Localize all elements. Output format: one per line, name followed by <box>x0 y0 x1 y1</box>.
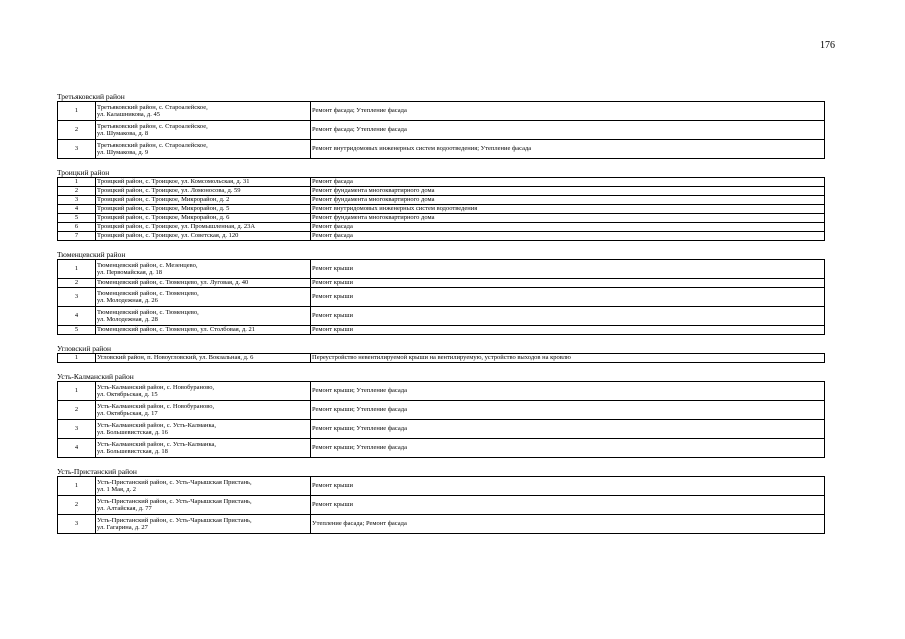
work-type-cell: Утепление фасада; Ремонт фасада <box>311 515 825 534</box>
address-line-1: Усть-Калманский район, с. Новобураново, <box>97 402 215 410</box>
table-row <box>58 121 825 140</box>
address-cell <box>96 382 311 401</box>
address-line-1: Третьяковский район, с. Староалейское, <box>97 103 208 111</box>
address-cell <box>96 401 311 420</box>
district-section <box>57 344 825 363</box>
address-cell <box>96 496 311 515</box>
address-cell <box>96 354 311 363</box>
address-cell <box>96 279 311 288</box>
row-number: 4 <box>58 439 96 458</box>
work-type-cell: Ремонт крыши <box>311 477 825 496</box>
address-cell <box>96 420 311 439</box>
row-number: 5 <box>58 326 96 335</box>
district-name: Троицкий район <box>57 168 110 177</box>
row-number: 7 <box>58 232 96 241</box>
district-table <box>57 381 825 458</box>
work-type-cell: Ремонт фасада <box>311 232 825 241</box>
table-row <box>58 326 825 335</box>
table-row <box>58 496 825 515</box>
address-cell <box>96 307 311 326</box>
row-number: 1 <box>58 354 96 363</box>
row-number: 3 <box>58 515 96 534</box>
table-row <box>58 214 825 223</box>
address-cell <box>96 326 311 335</box>
district-table <box>57 259 825 335</box>
district-section <box>57 372 825 458</box>
address-line-1: Тюменцевский район, с. Мезенцево, <box>97 261 198 269</box>
address-line-1: Усть-Калманский район, с. Новобураново, <box>97 383 215 391</box>
table-row <box>58 205 825 214</box>
row-number: 6 <box>58 223 96 232</box>
work-type-cell: Переустройство невентилируемой крыши на вентилируемую, устройство выходов на кровлю <box>311 354 825 363</box>
page-number: 176 <box>820 40 835 51</box>
row-number: 4 <box>58 205 96 214</box>
address-line-2: ул. Октябрьская, д. 15 <box>97 391 158 398</box>
row-number: 1 <box>58 477 96 496</box>
table-row <box>58 477 825 496</box>
row-number: 1 <box>58 382 96 401</box>
address-line-2: ул. Молодежная, д. 26 <box>97 297 158 304</box>
address-line-1: Тюменцевский район, с. Тюменцево, <box>97 289 199 297</box>
address-cell <box>96 232 311 241</box>
work-type-cell: Ремонт крыши; Утепление фасада <box>311 420 825 439</box>
district-section <box>57 250 825 335</box>
address-line-1: Троицкий район, с. Троицкое, ул. Промышленная, д. 23А <box>97 223 256 231</box>
work-type-cell: Ремонт крыши; Утепление фасада <box>311 382 825 401</box>
address-cell <box>96 515 311 534</box>
address-cell <box>96 477 311 496</box>
address-line-1: Тюменцевский район, с. Тюменцево, <box>97 308 199 316</box>
address-line-1: Третьяковский район, с. Староалейское, <box>97 141 208 149</box>
address-cell <box>96 205 311 214</box>
table-row <box>58 187 825 196</box>
address-line-2: ул. Шумакова, д. 8 <box>97 130 149 137</box>
row-number: 5 <box>58 214 96 223</box>
address-line-2: ул. Гагарина, д. 27 <box>97 524 148 531</box>
work-type-cell: Ремонт фасада; Утепление фасада <box>311 102 825 121</box>
row-number: 1 <box>58 102 96 121</box>
address-line-1: Троицкий район, с. Троицкое, ул. Советская, д. 120 <box>97 232 239 240</box>
table-row <box>58 439 825 458</box>
address-line-2: ул. 1 Мая, д. 2 <box>97 486 137 493</box>
district-name: Усть-Пристанский район <box>57 467 137 476</box>
address-cell <box>96 140 311 159</box>
table-row <box>58 401 825 420</box>
work-type-cell: Ремонт внутридомовых инженерных систем водоотведения; Утепление фасада <box>311 140 825 159</box>
address-cell <box>96 178 311 187</box>
district-name: Угловский район <box>57 344 112 353</box>
address-line-2: ул. Октябрьская, д. 17 <box>97 410 158 417</box>
address-cell <box>96 439 311 458</box>
table-row <box>58 515 825 534</box>
work-type-cell: Ремонт фасада <box>311 223 825 232</box>
address-line-2: ул. Шумакова, д. 9 <box>97 149 149 156</box>
address-line-1: Угловский район, п. Новоугловский, ул. Вокзальная, д. 6 <box>97 354 254 362</box>
row-number: 1 <box>58 260 96 279</box>
address-cell <box>96 196 311 205</box>
address-line-2: ул. Молодежная, д. 28 <box>97 316 158 323</box>
table-row <box>58 102 825 121</box>
address-line-2: ул. Калашникова, д. 45 <box>97 111 160 118</box>
address-cell <box>96 102 311 121</box>
work-type-cell: Ремонт крыши <box>311 496 825 515</box>
work-type-cell: Ремонт фундамента многоквартирного дома <box>311 196 825 205</box>
work-type-cell: Ремонт крыши <box>311 307 825 326</box>
district-table <box>57 476 825 534</box>
table-row <box>58 196 825 205</box>
row-number: 4 <box>58 307 96 326</box>
table-row <box>58 307 825 326</box>
address-line-1: Усть-Калманский район, с. Усть-Калманка, <box>97 440 217 448</box>
address-cell <box>96 260 311 279</box>
address-line-1: Тюменцевский район, с. Тюменцево, ул. Луговая, д. 40 <box>97 279 249 287</box>
address-line-1: Троицкий район, с. Троицкое, Микрорайон, д. 5 <box>97 205 230 213</box>
row-number: 2 <box>58 187 96 196</box>
row-number: 2 <box>58 121 96 140</box>
district-table <box>57 101 825 159</box>
work-type-cell: Ремонт крыши; Утепление фасада <box>311 439 825 458</box>
address-line-1: Усть-Калманский район, с. Усть-Калманка, <box>97 421 217 429</box>
row-number: 3 <box>58 196 96 205</box>
row-number: 3 <box>58 288 96 307</box>
work-type-cell: Ремонт крыши; Утепление фасада <box>311 401 825 420</box>
work-type-cell: Ремонт крыши <box>311 260 825 279</box>
row-number: 1 <box>58 178 96 187</box>
address-cell <box>96 223 311 232</box>
table-row <box>58 288 825 307</box>
district-name: Тюменцевский район <box>57 250 126 259</box>
table-row <box>58 223 825 232</box>
address-line-1: Тюменцевский район, с. Тюменцево, ул. Столбовая, д. 21 <box>97 326 256 334</box>
table-row <box>58 260 825 279</box>
table-row <box>58 279 825 288</box>
address-line-2: ул. Первомайская, д. 18 <box>97 269 162 276</box>
district-table <box>57 177 825 241</box>
row-number: 2 <box>58 496 96 515</box>
work-type-cell: Ремонт фасада <box>311 178 825 187</box>
address-cell <box>96 121 311 140</box>
table-row <box>58 354 825 363</box>
row-number: 2 <box>58 401 96 420</box>
district-name: Третьяковский район <box>57 92 125 101</box>
district-section <box>57 92 825 159</box>
address-line-2: ул. Большевистская, д. 18 <box>97 448 168 455</box>
address-line-1: Троицкий район, с. Троицкое, Микрорайон, д. 2 <box>97 196 230 204</box>
table-row <box>58 232 825 241</box>
address-cell <box>96 214 311 223</box>
work-type-cell: Ремонт крыши <box>311 326 825 335</box>
address-line-1: Троицкий район, с. Троицкое, Микрорайон, д. 6 <box>97 214 230 222</box>
table-row <box>58 178 825 187</box>
table-row <box>58 420 825 439</box>
work-type-cell: Ремонт внутридомовых инженерных систем водоотведения <box>311 205 825 214</box>
district-section <box>57 168 825 241</box>
address-cell <box>96 187 311 196</box>
row-number: 3 <box>58 420 96 439</box>
document-body <box>57 92 825 543</box>
work-type-cell: Ремонт фундамента многоквартирного дома <box>311 214 825 223</box>
address-line-1: Троицкий район, с. Троицкое, ул. Ломоносова, д. 59 <box>97 187 241 195</box>
address-line-1: Троицкий район, с. Троицкое, ул. Комсомольская, д. 31 <box>97 178 250 186</box>
table-row <box>58 140 825 159</box>
address-cell <box>96 288 311 307</box>
address-line-2: ул. Большевистская, д. 16 <box>97 429 168 436</box>
district-section <box>57 467 825 534</box>
address-line-1: Усть-Пристанский район, с. Усть-Чарышская Пристань, <box>97 516 252 524</box>
work-type-cell: Ремонт фасада; Утепление фасада <box>311 121 825 140</box>
work-type-cell: Ремонт фундамента многоквартирного дома <box>311 187 825 196</box>
work-type-cell: Ремонт крыши <box>311 279 825 288</box>
work-type-cell: Ремонт крыши <box>311 288 825 307</box>
district-table <box>57 353 825 363</box>
district-name: Усть-Калманский район <box>57 372 134 381</box>
address-line-1: Усть-Пристанский район, с. Усть-Чарышская Пристань, <box>97 478 252 486</box>
row-number: 2 <box>58 279 96 288</box>
address-line-1: Усть-Пристанский район, с. Усть-Чарышская Пристань, <box>97 497 252 505</box>
table-row <box>58 382 825 401</box>
address-line-1: Третьяковский район, с. Староалейское, <box>97 122 208 130</box>
row-number: 3 <box>58 140 96 159</box>
address-line-2: ул. Алтайская, д. 77 <box>97 505 152 512</box>
